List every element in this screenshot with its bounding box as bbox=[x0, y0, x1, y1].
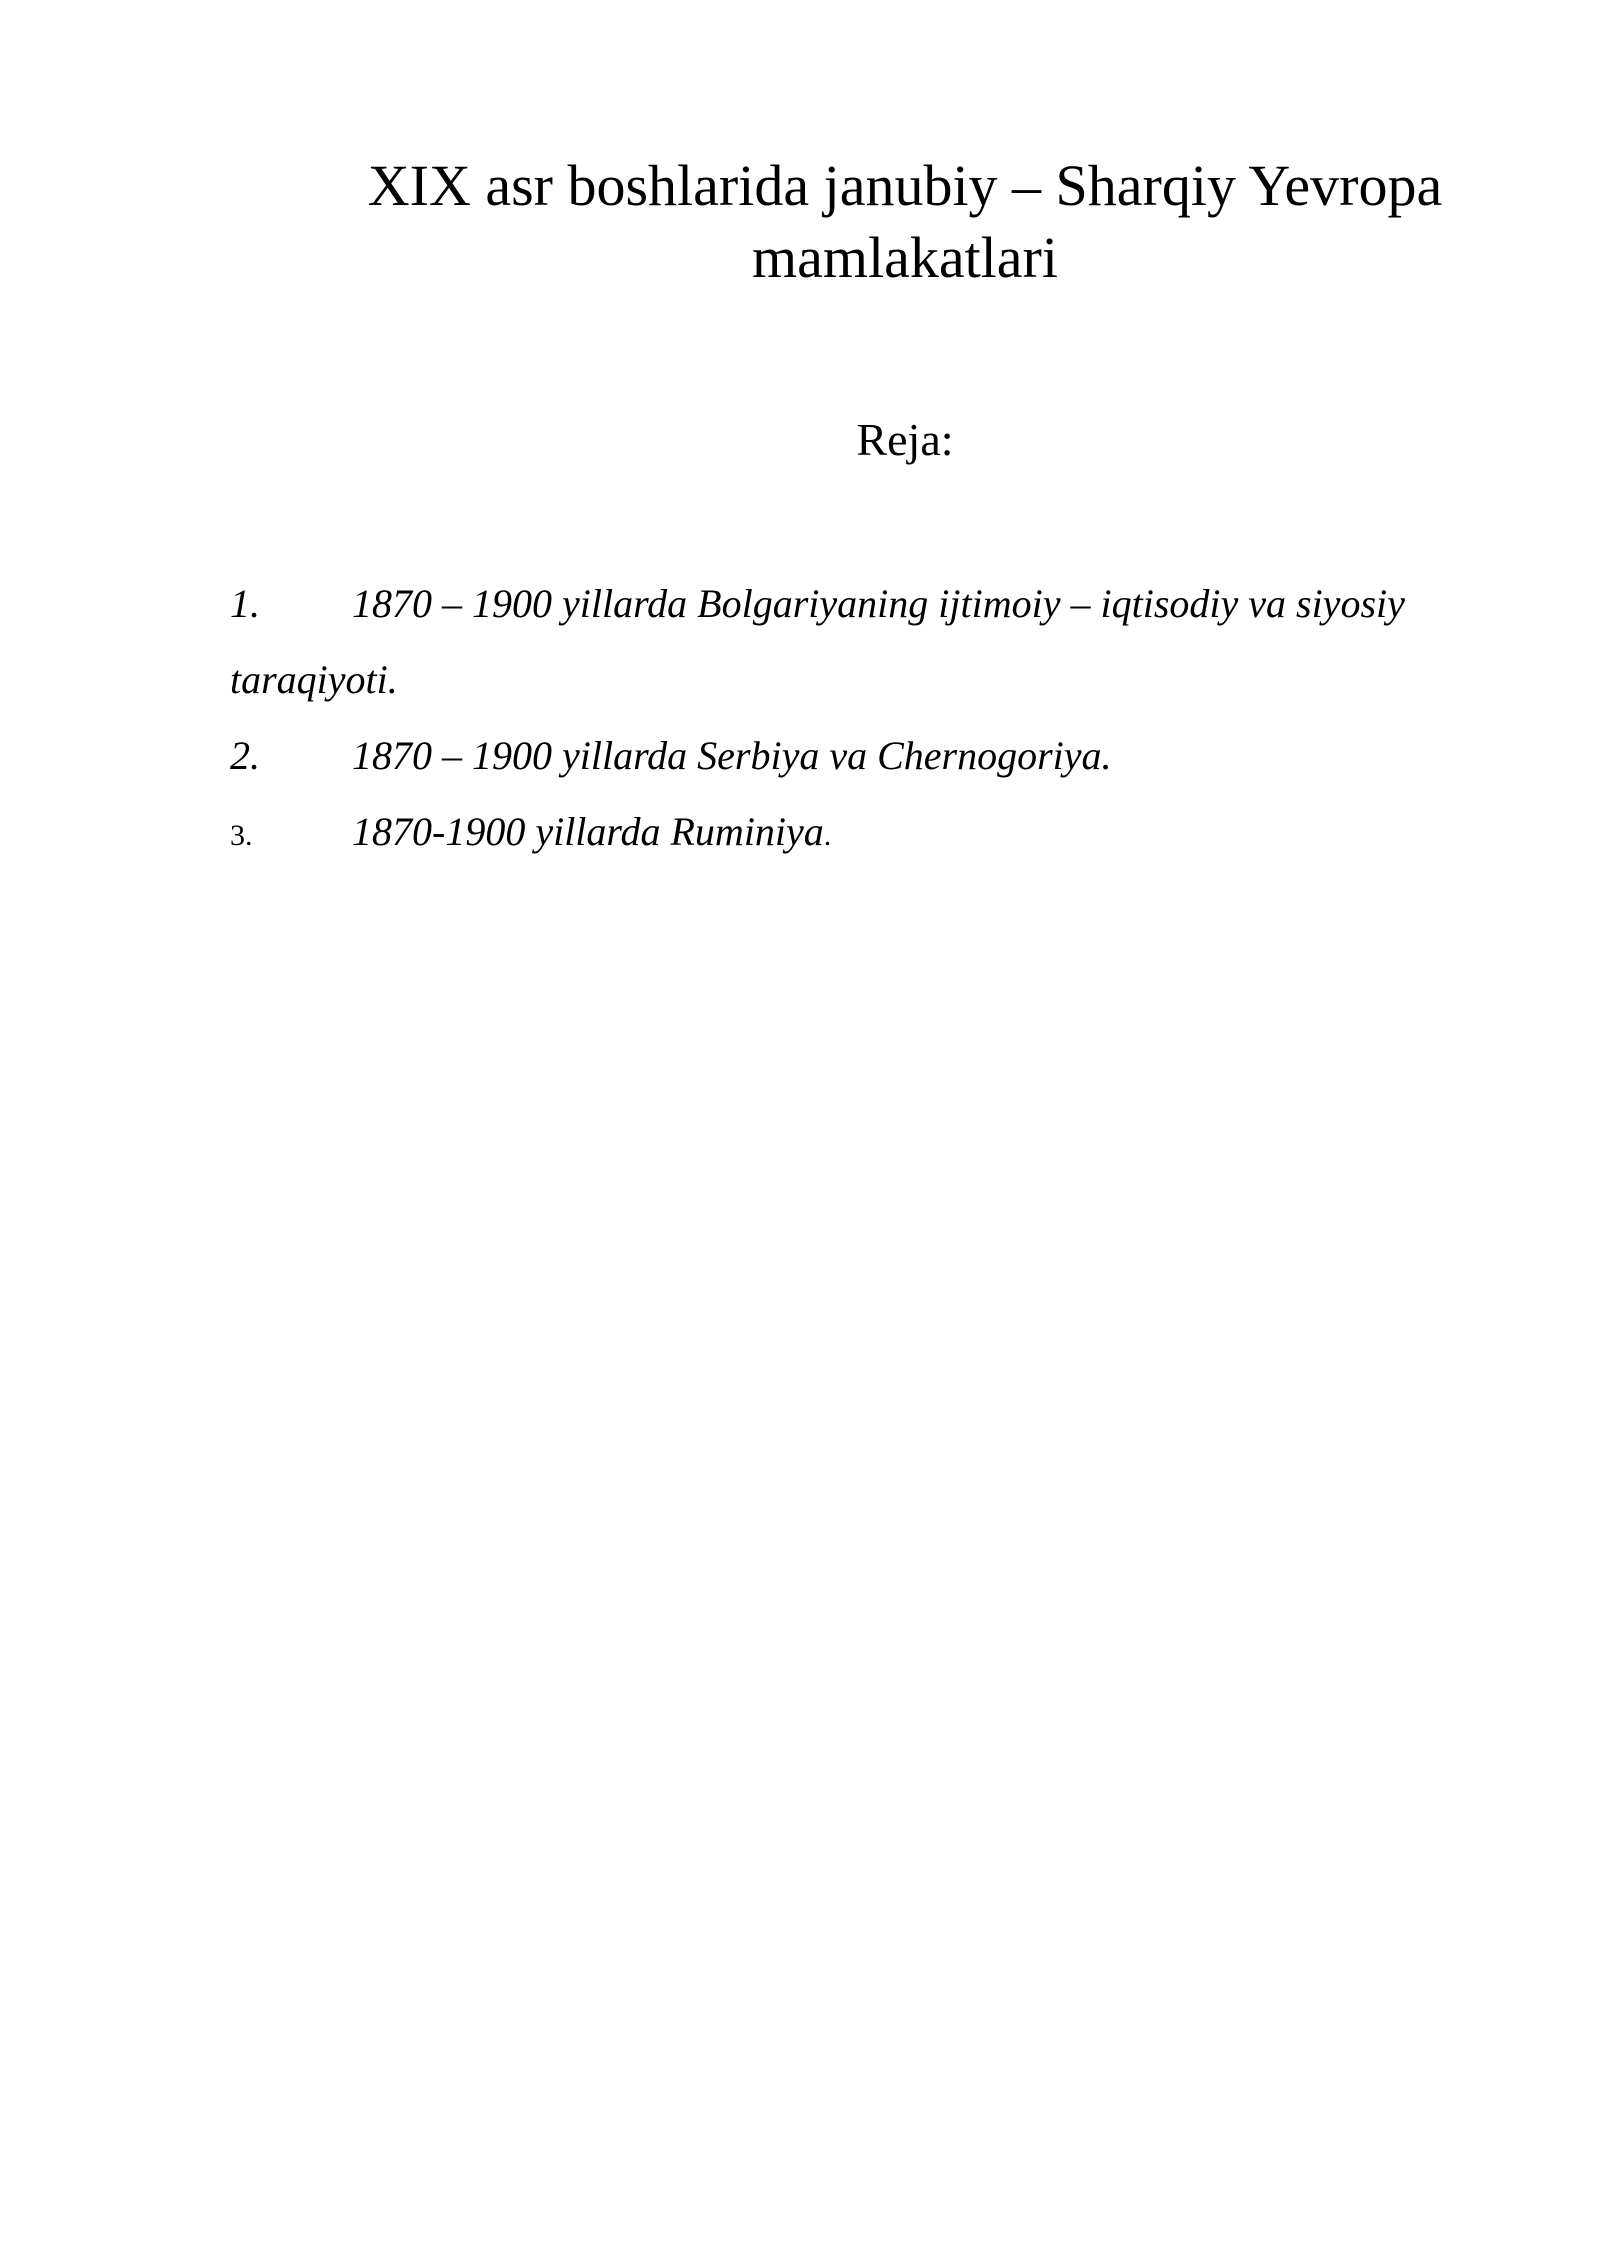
plan-list bbox=[230, 566, 1510, 874]
plan-item-number: 3. bbox=[230, 819, 253, 852]
plan-item-2 bbox=[230, 718, 1510, 794]
plan-item-end: . bbox=[823, 819, 832, 852]
plan-item-number: 2. bbox=[230, 733, 260, 778]
plan-item-text: 1870-1900 yillarda Ruminiya bbox=[352, 809, 824, 854]
document-title bbox=[330, 150, 1480, 294]
plan-item-text: 1870 – 1900 yillarda Bolgariyaning ijtimoiy – iqtisodiy va siyosiy bbox=[352, 581, 1405, 626]
plan-item-1 bbox=[230, 566, 1510, 718]
plan-item-number: 1. bbox=[230, 581, 260, 626]
plan-item-text: 1870 – 1900 yillarda Serbiya va Chernogoriya. bbox=[352, 733, 1112, 778]
plan-heading: Reja: bbox=[856, 414, 954, 465]
plan-item-3 bbox=[230, 794, 1510, 874]
plan-item-continuation: taraqiyoti. bbox=[230, 657, 398, 702]
title-line-1: XIX asr boshlarida janubiy – Sharqiy Yevropa bbox=[367, 153, 1443, 218]
title-line-2: mamlakatlari bbox=[752, 225, 1058, 290]
